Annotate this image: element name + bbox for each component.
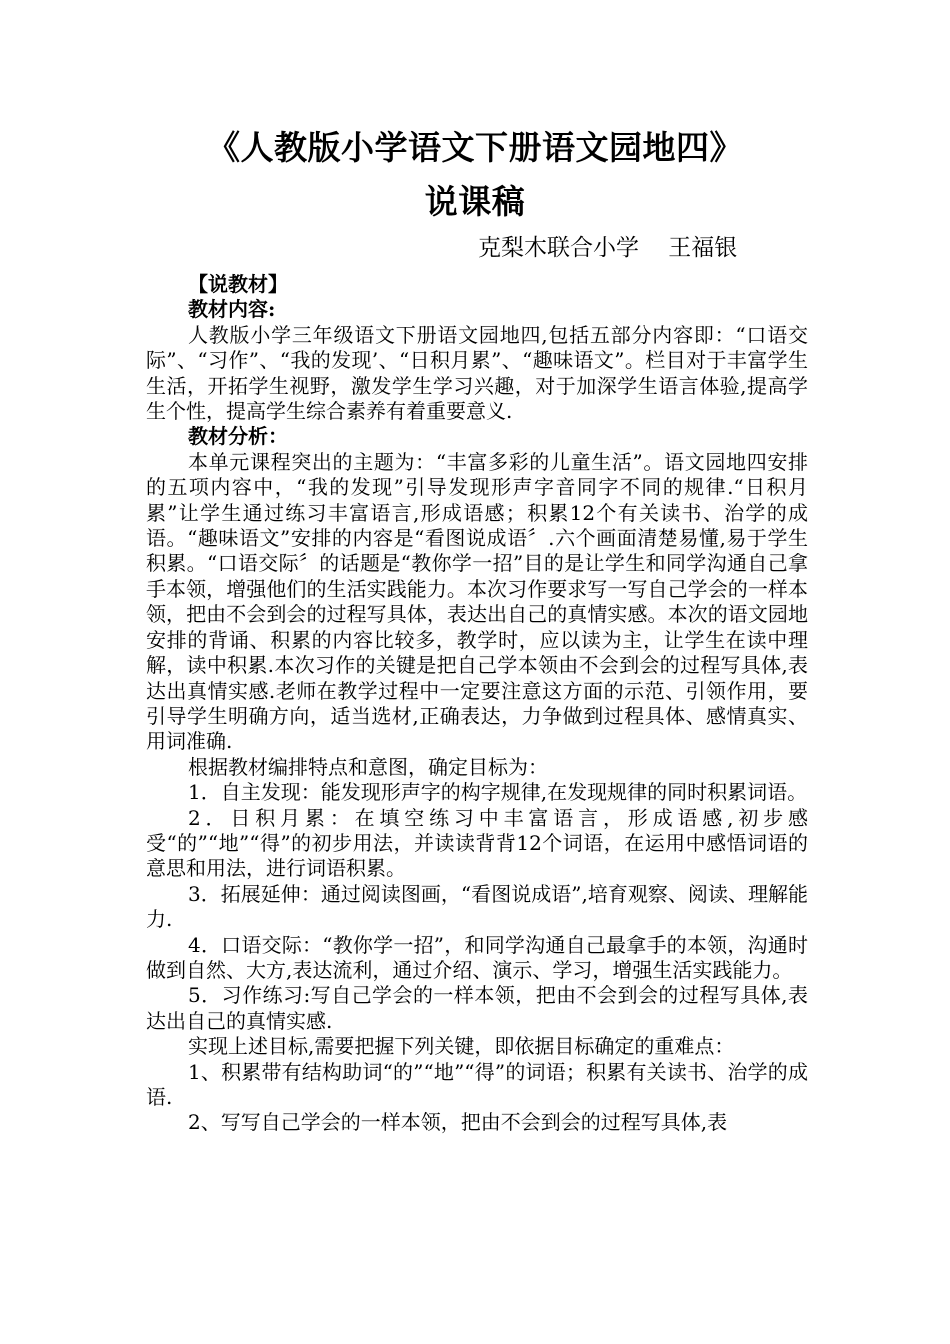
section-heading: 【说教材】	[188, 272, 288, 296]
goal-item: 4．口语交际：“教你学一招”，和同学沟通自己最拿手的本领，沟通时做到自然、大方,表达流利，通过介绍、演示、学习，增强生活实践能力。	[146, 932, 808, 982]
subheading-analysis: 教材分析：	[188, 424, 288, 449]
goal-item: 5．习作练习:写自己学会的一样本领，把由不会到会的过程写具体,表达出自己的真情实感.	[146, 983, 808, 1033]
paragraph-key-intro: 实现上述目标,需要把握下列关键，即依据目标确定的重难点：	[188, 1034, 735, 1059]
subheading-content: 教材内容:	[188, 297, 276, 322]
paragraph-analysis: 本单元课程突出的主题为：“丰富多彩的儿童生活”。语文园地四安排的五项内容中，“我的发现”引导发现形声字音同字不同的规律.“日积月累”让学生通过练习丰富语言,形成语感；积累12个有关读书、治学的成语。“趣味语文”安排的内容是“看图说成语〞.六个画面清楚易懂,易于学生积累。“口语交际〞的话题是“教你学一招”目的是让学生和同学沟通自己拿手本领，增强他们的生活实践能力。本次习作要求写一写自己学会的一样本领，把由不会到会的过程写具体，表达出自己的真情实感。本次的语文园地安排的背诵、积累的内容比较多，教学时，应以读为主，让学生在读中理解，读中积累.本次习作的关键是把自己学本领由不会到会的过程写具体,表达出真情实感.老师在教学过程中一定要注意这方面的示范、引领作用，要引导学生明确方向，适当选材,正确表达，力争做到过程具体、感情真实、用词准确.	[146, 449, 808, 754]
key-item: 2、写写自己学会的一样本领，把由不会到会的过程写具体,表	[188, 1110, 728, 1135]
author-line: 克梨木联合小学 王福银	[478, 235, 738, 261]
document-subtitle: 说课稿	[424, 182, 526, 221]
goal-item: 2．日积月累：在填空练习中丰富语言，形成语感,初步感受“的”“地”“得”的初步用法，并读读背背12个词语，在运用中感悟词语的意思和用法，进行词语积累。	[146, 805, 808, 881]
document-body	[146, 272, 808, 1136]
document-title: 《人教版小学语文下册语文园地四》	[207, 128, 743, 167]
paragraph-content: 人教版小学三年级语文下册语文园地四,包括五部分内容即：“口语交际”、“习作”、“我的发现’、“日积月累”、“趣味语文”。栏目对于丰富学生生活，开拓学生视野，激发学生学习兴趣，对于加深学生语言体验,提高学生个性，提高学生综合素养有着重要意义.	[146, 322, 808, 424]
goal-item: 3．拓展延伸：通过阅读图画，“看图说成语”,培育观察、阅读、理解能力.	[146, 881, 808, 932]
goal-item: 1．自主发现：能发现形声字的构字规律,在发现规律的同时积累词语。	[188, 780, 808, 805]
key-item: 1、积累带有结构助词“的”“地”“得”的词语；积累有关读书、治学的成语.	[146, 1059, 808, 1109]
paragraph-goals-intro: 根据教材编排特点和意图，确定目标为：	[188, 754, 548, 779]
